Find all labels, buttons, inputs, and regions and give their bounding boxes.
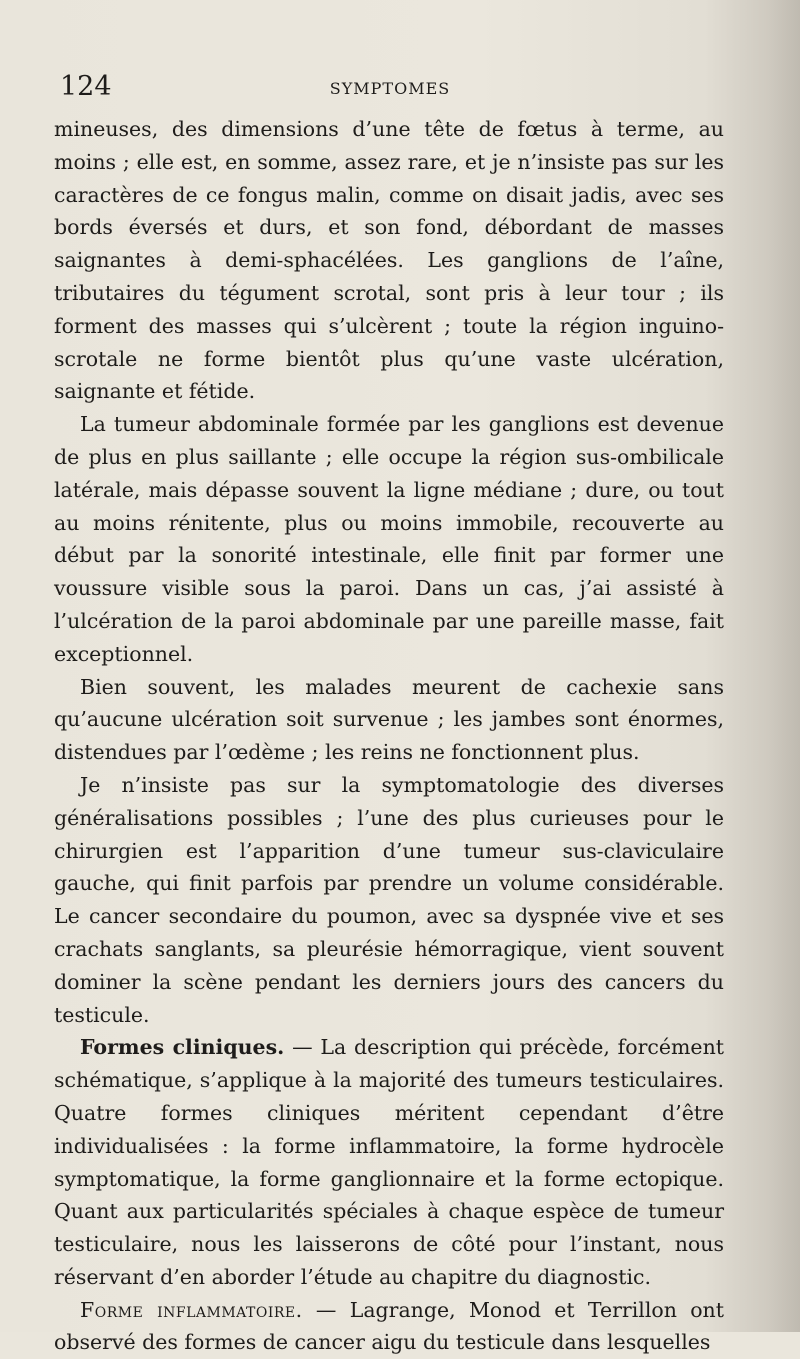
body-text	[54, 113, 724, 1359]
paragraph-text: — La description qui précède, forcément schématique, s’applique à la majorité des tumeurs testiculaires. Quatre formes cliniques méritent cependant d’être individualisées : la forme inflammatoire, la forme hydrocèle symptomatique, la forme ganglionnaire et la forme ectopique. Quant aux particularités spéciales à chaque espèce de tumeur testiculaire, nous les laisserons de côté pour l’instant, nous réservant d’en aborder l’étude au chapitre du diagnostic.	[54, 1035, 725, 1289]
paragraph-text: — Lagrange, Monod et Terrillon ont observé des formes de cancer aigu du testicule dans lesquelles	[54, 1297, 724, 1355]
paragraph-text: Bien souvent, les malades meurent de cachexie sans qu’aucune ulcération soit survenue ; les jambes sont énormes, distendues par l’œdème ; les reins ne fonctionnent plus.	[54, 674, 724, 765]
paragraph-text: Je n’insiste pas sur la symptomatologie des diverses généralisations possibles ; l’une des plus curieuses pour le chirurgien est l’apparition d’une tumeur sus-claviculaire gauche, qui finit parfois par prendre un volume considérable. Le cancer secondaire du poumon, avec sa dyspnée vive et ses crachats sanglants, sa pleurésie hémorragique, vient souvent dominer la scène pendant les derniers jours des cancers du testicule.	[54, 772, 724, 1027]
page-number: 124	[60, 71, 112, 102]
page-header	[60, 70, 720, 104]
paragraph	[54, 1294, 724, 1359]
section-heading: Formes cliniques.	[80, 1035, 285, 1060]
paragraph-text: La tumeur abdominale formée par les ganglions est devenue de plus en plus saillante ; elle occupe la région sus-ombilicale latérale, mais dépasse souvent la ligne médiane ; dure, ou tout au moins rénitente, plus ou moins immobile, recouverte au début par la sonorité intestinale, elle finit par former une voussure visible sous la paroi. Dans un cas, j’ai assisté à l’ulcération de la paroi abdominale par une pareille masse, fait exceptionnel.	[54, 412, 724, 666]
running-head: SYMPTOMES	[329, 79, 451, 98]
paragraph-text: mineuses, des dimensions d’une tête de fœtus à terme, au moins ; elle est, en somme, assez rare, et je n’insiste pas sur les caractères de ce fongus malin, comme on disait jadis, avec ses bords éversés et durs, et son fond, débordant de masses saignantes à demi-sphacélées. Les ganglions de l’aîne, tributaires du tégument scrotal, sont pris à leur tour ; ils forment des masses qui s’ulcèrent ; toute la région inguino-scrotale ne forme bientôt plus qu’une vaste ulcération, saignante et fétide.	[54, 117, 724, 404]
subsection-heading: Forme inflammatoire.	[80, 1297, 303, 1322]
paragraph	[54, 671, 724, 769]
paragraph	[54, 408, 724, 670]
paragraph	[54, 1031, 724, 1293]
paragraph	[54, 769, 724, 1031]
paragraph	[54, 113, 724, 408]
